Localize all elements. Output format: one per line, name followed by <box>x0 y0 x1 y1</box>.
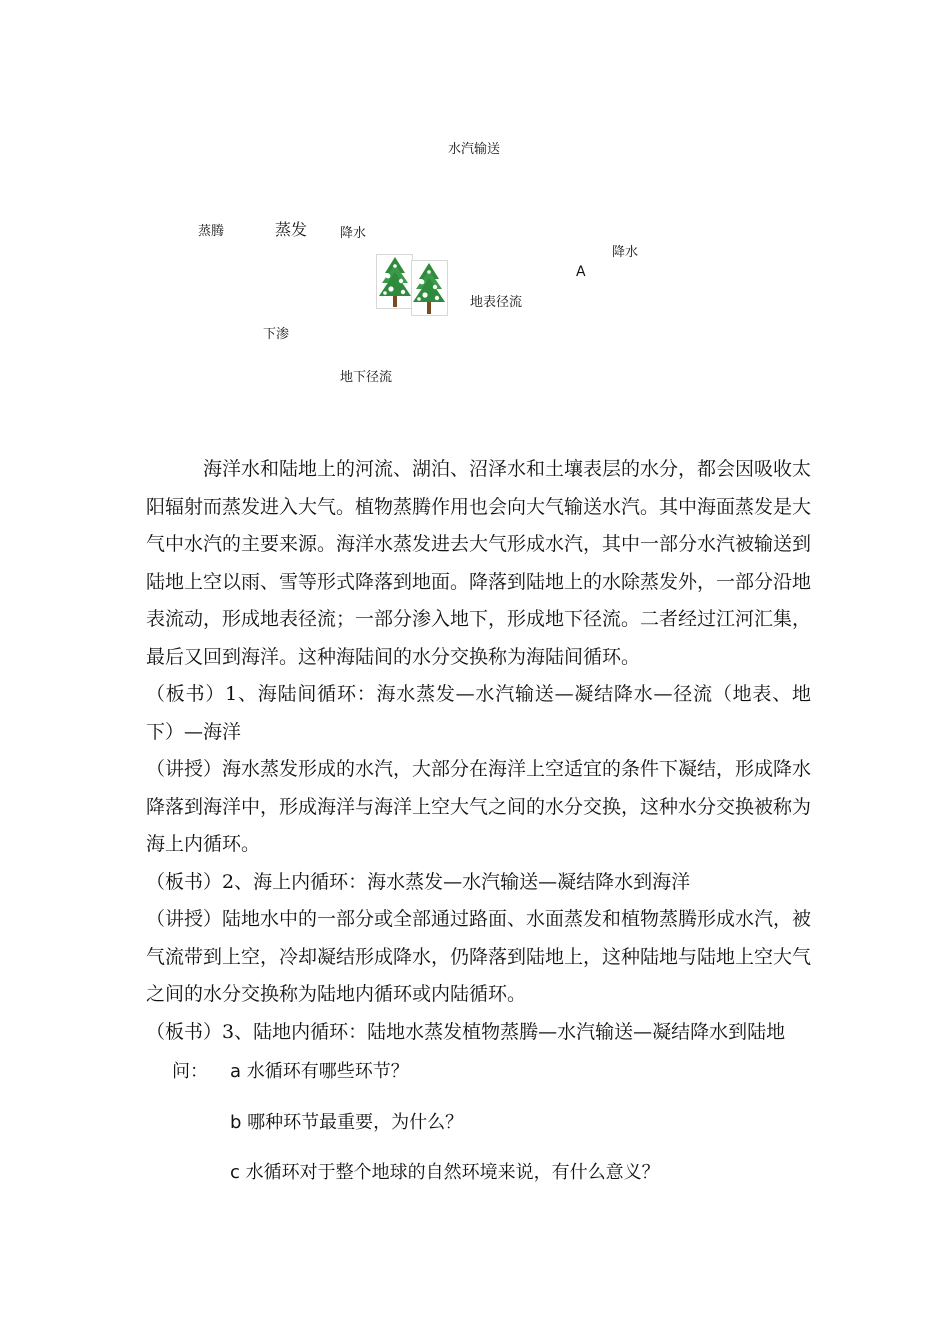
label-precipitation-sea: 降水 <box>612 245 639 260</box>
tree-icon <box>377 255 413 309</box>
body-text <box>146 451 811 1051</box>
trees-illustration <box>376 254 448 316</box>
tree-icon <box>412 261 448 316</box>
question-b: b 哪种环节最重要，为什么？ <box>230 1112 464 1133</box>
label-infiltration: 下渗 <box>263 327 290 342</box>
label-precipitation-land: 降水 <box>340 226 367 241</box>
lecture-note-1: （讲授）海水蒸发形成的水汽，大部分在海洋上空适宜的条件下凝结，形成降水降落到海洋中，形成海洋与海洋上空大气之间的水分交换，这种水分交换被称为海上内循环。 <box>146 758 812 855</box>
label-point-a: A <box>576 264 586 280</box>
board-note-2: （板书）2、海上内循环：海水蒸发—水汽输送—凝结降水到海洋 <box>146 870 691 893</box>
paragraph-intro: 海洋水和陆地上的河流、湖泊、沼泽水和土壤表层的水分，都会因吸收太阳辐射而蒸发进入大气。植物蒸腾作用也会向大气输送水汽。其中海面蒸发是大气中水汽的主要来源。海洋水蒸发进去大气形成水汽，其中一部分水汽被输送到陆地上空以雨、雪等形式降落到地面。降落到陆地上的水除蒸发外，一部分沿地表流动，形成地表径流；一部分渗入地下，形成地下径流。二者经过江河汇集，最后又回到海洋。这种海陆间的水分交换称为海陆间循环。 <box>146 458 812 668</box>
label-vapor-transport: 水汽输送 <box>448 142 501 157</box>
board-note-1: （板书）1、海陆间循环：海水蒸发—水汽输送—凝结降水—径流（地表、地下）—海洋 <box>146 683 811 743</box>
board-note-3: （板书）3、陆地内循环：陆地水蒸发植物蒸腾—水汽输送—凝结降水到陆地 <box>146 1020 786 1043</box>
label-evaporation: 蒸发 <box>275 220 308 239</box>
label-transpiration: 蒸腾 <box>198 224 225 239</box>
label-surface-runoff: 地表径流 <box>470 295 523 310</box>
label-underground-runoff: 地下径流 <box>340 370 393 385</box>
question-c: c 水循环对于整个地球的自然环境来说，有什么意义？ <box>230 1162 660 1183</box>
lecture-note-2: （讲授）陆地水中的一部分或全部通过路面、水面蒸发和植物蒸腾形成水汽，被气流带到上空，冷却凝结形成降水，仍降落到陆地上，这种陆地与陆地上空大气之间的水分交换称为陆地内循环或内陆循环。 <box>146 908 812 1005</box>
question-a: a 水循环有哪些环节？ <box>230 1061 409 1082</box>
question-prefix: 问： <box>172 1061 208 1082</box>
